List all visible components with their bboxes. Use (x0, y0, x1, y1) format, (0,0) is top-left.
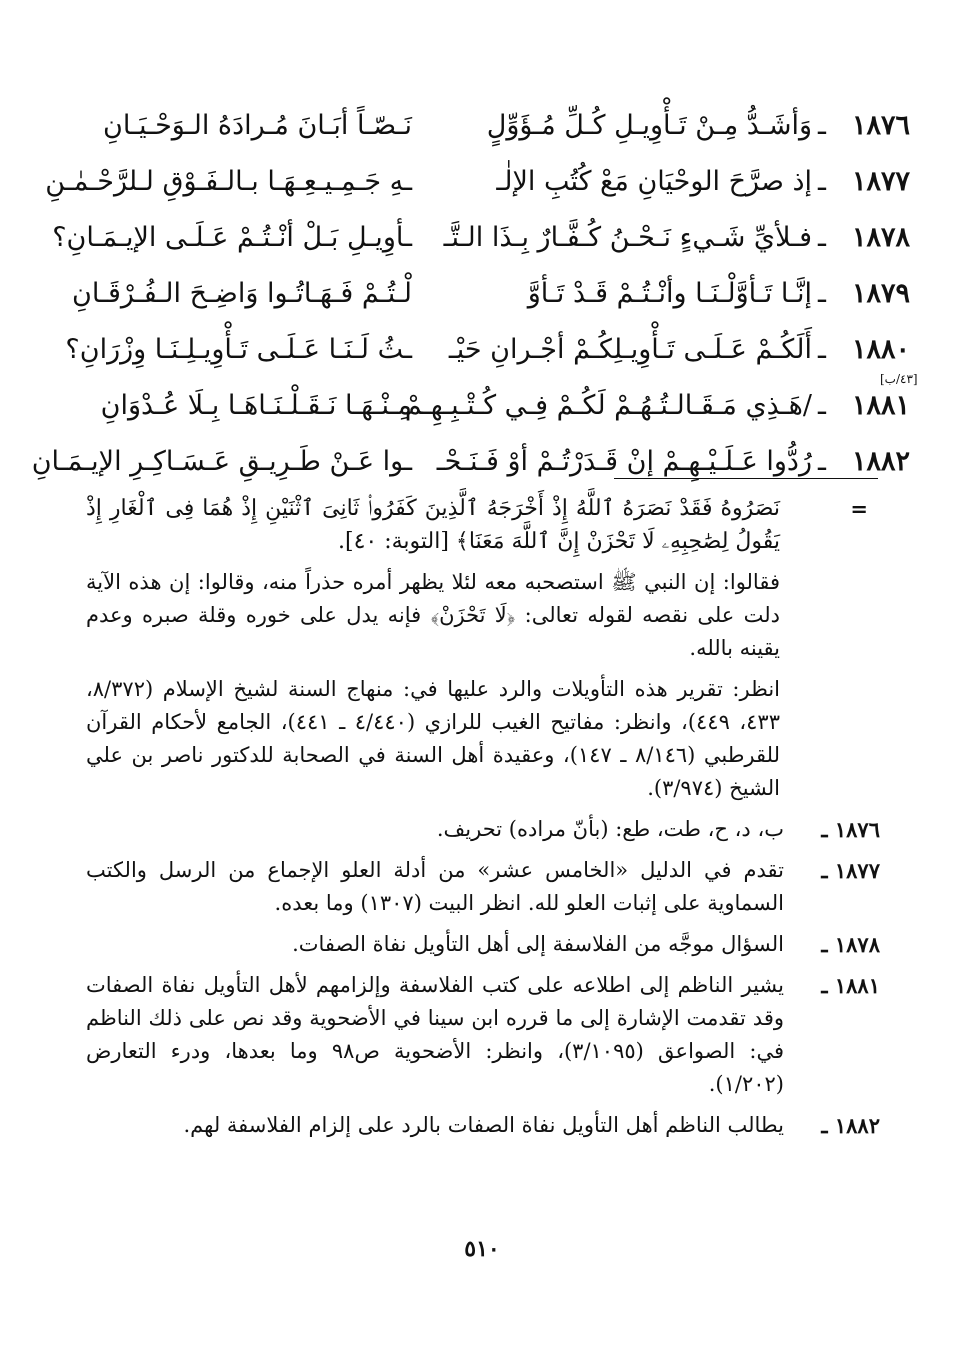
verse-first-hemistich: فـلأيِّ شَـيءٍ نَـحْـنُ كُـفَّـارٌ بِـذَا الـتَّـ (443, 222, 812, 253)
verse-number: ١٨٧٦ (851, 110, 910, 141)
verse-line: ١٨٨٢ ـ رُدُّوا عَـلَـيْـهِـمْ إنْ قَـدَرْتُـمْ أوْ فَـنَـحْـ ـوا عَـنْ طَـرِيـقِ عَـسَـاكِـرِ الإيـمَـانِ (70, 434, 910, 490)
verse-line: ١٨٨٠ ـ أَلَكُـمْ عَـلَـى تَـأْوِيـلِكُـمْ أجْـرانِ حَيْـ ـثُ لَـنَـا عَـلَـى تَـأْوِيـلِـنَـا وِزْرَانِ؟ (70, 322, 910, 378)
continuation-mark: = (850, 496, 868, 521)
footnote-text: ب، د، ح، طت، طع: (بأنّ مراده) تحريف. (436, 817, 784, 841)
verse-second-hemistich: ـوا عَـنْ طَـرِيـقِ عَـسَـاكِـرِ الإيـمَـانِ (31, 446, 412, 477)
verse-second-hemistich: ـثُ لَـنَـا عَـلَـى تَـأْوِيـلِـنَـا وِزْرَانِ؟ (65, 334, 412, 365)
verse-line: ١٨٧٦ ـ وَأشَـدُّ مِـنْ تَـأْوِيـلِ كُـلِّ مُـؤَوِّلٍ نَـصّـاً أبَـانَ مُـرادَهُ الـوَحْـيَـانِ (70, 98, 910, 154)
verse-first-hemistich: أَلَكُـمْ عَـلَـى تَـأْوِيـلِكُـمْ أجْـرانِ حَيْـ (448, 334, 812, 365)
verse-number: ١٨٧٩ (851, 278, 910, 309)
verse-number: ١٨٧٧ (851, 166, 910, 197)
footnote (86, 854, 880, 920)
footnote-separator (614, 478, 878, 479)
verse-second-hemistich: نَـصّـاً أبَـانَ مُـرادَهُ الـوَحْـيَـانِ (103, 110, 412, 141)
verse-line: ١٨٧٨ ـ فـلأيِّ شَـيءٍ نَـحْـنُ كُـفَّـارٌ بِـذَا الـتَّـ ـأوِيـلِ بَـلْ أنْـتُـمْ عَـلَـى الإيـمَـانِ؟ (70, 210, 910, 266)
footnote-number: ١٨٨١ ـ (821, 973, 880, 998)
verse-block (31, 98, 910, 490)
footnote (86, 928, 880, 961)
verse-line: ١٨٧٧ ـ إذ صرَّحَ الوحْيَانِ مَعْ كُتُبِ الإلٰـ ـهِ جَـمِـيـعِـهَـا بـالـفَـوْقِ لـلرَّحْـمٰـنِ (70, 154, 910, 210)
footnote-number: ١٨٧٧ ـ (821, 858, 880, 883)
manuscript-folio-marker: [٤٣/ب] (880, 372, 918, 386)
footnote (86, 813, 880, 846)
verse-number: ١٨٧٨ (851, 222, 910, 253)
verse-second-hemistich: لْـتُـمْ فَـهَـاتُـوا وَاضِـحَ الـفُـرْقَـانِ (72, 278, 412, 309)
verse-first-hemistich: إنَّـا تَـأوَّلْـنَـا وأنْـتُـمْ قَـدْ تَـأوَّ (527, 278, 812, 309)
verse-line: ١٨٧٩ ـ إنَّـا تَـأوَّلْـنَـا وأنْـتُـمْ قَـدْ تَـأوَّ لْـتُـمْ فَـهَـاتُـوا وَاضِـحَ الـفُـرْقَـانِ (70, 266, 910, 322)
verse-number: ١٨٨٢ (851, 446, 910, 477)
quran-quote: نَصَرُوهُ فَقَدْ نَصَرَهُ ٱللَّهُ إِذْ أَخْرَجَهُ ٱلَّذِينَ كَفَرُوا۟ ثَانِىَ ٱثْنَيْنِ إِذْ هُمَا فِى ٱلْغَارِ إِذْ يَقُولُ لِصَٰحِبِهِۦ لَا تَحْزَنْ إِنَّ ٱللَّهَ مَعَنَا﴾ [التوبة: ٤٠]. (86, 496, 780, 554)
verse-first-hemistich: إذ صرَّحَ الوحْيَانِ مَعْ كُتُبِ الإلٰـ (496, 166, 812, 197)
verse-line: ١٨٨١ ـ /هَـذِي مَـقَـالـتُـهُـمْ لَكُـمْ فِـي كُـتْـبِـهِـمْ مِـنْـهَـا نَـقَـلْـنَـاهَـا بِـلَا عُـدْوَانِ (70, 378, 910, 434)
footnote-text: فقالوا: إن النبي ﷺ استصحبه معه لئلا يظهر أمره حذراً منه، وقالوا: إن هذه الآية دلت على نقصه لقوله تعالى: ﴿لَا تَحْزَنْ﴾ فإنه يدل على خوره وقلة صبره وعدم يقينه بالله. (86, 570, 780, 660)
footnotes-section (86, 492, 880, 1150)
footnote-text: السؤال موجَّه من الفلاسفة إلى أهل التأويل نفاة الصفات. (292, 932, 784, 956)
footnote-text: تقدم في الدليل «الخامس عشر» من أدلة العلو الإجماع من الرسل والكتب السماوية على إثبات العلو لله. انظر البيت (١٣٠٧) وما بعده. (86, 858, 784, 915)
footnote (86, 1109, 880, 1142)
verse-first-hemistich: رُدُّوا عَـلَـيْـهِـمْ إنْ قَـدَرْتُـمْ أوْ فَـنَـحْـ (436, 446, 812, 477)
footnote-number: ١٨٨٢ ـ (821, 1113, 880, 1138)
footnote-continuation (86, 492, 880, 805)
verse-number: ١٨٨١ (851, 390, 910, 421)
verse-second-hemistich: مِـنْـهَـا نَـقَـلْـنَـاهَـا بِـلَا عُـدْوَانِ (100, 390, 412, 421)
verse-first-hemistich: وَأشَـدُّ مِـنْ تَـأْوِيـلِ كُـلِّ مُـؤَوِّلٍ (486, 110, 812, 141)
footnote (86, 969, 880, 1101)
verse-first-hemistich: /هَـذِي مَـقَـالـتُـهُـمْ لَكُـمْ فِـي كُـتْـبِـهِـمْ (404, 390, 812, 421)
verse-second-hemistich: ـأوِيـلِ بَـلْ أنْـتُـمْ عَـلَـى الإيـمَـانِ؟ (52, 222, 412, 253)
page-number: ٥١٠ (464, 1236, 500, 1262)
verse-number: ١٨٨٠ (851, 334, 910, 365)
footnote-number: ١٨٧٦ ـ (821, 817, 880, 842)
footnote-text: يطالب الناظم أهل التأويل نفاة الصفات بالرد على إلزام الفلاسفة لهم. (183, 1113, 784, 1137)
footnote-references: انظر: تقرير هذه التأويلات والرد عليها في: منهاج السنة لشيخ الإسلام (٨/٣٧٢، ٤٣٣، ٤٤٩)، وانظر: مفاتيح الغيب للرازي (٤/٤٤٠ ـ ٤٤١)، الجامع لأحكام القرآن للقرطبي (٨/١٤٦ ـ ١٤٧)، وعقيدة أهل السنة في الصحابة للدكتور ناصر بن علي الشيخ (٣/٩٧٤). (86, 677, 780, 800)
footnote-text: يشير الناظم إلى اطلاعه على كتب الفلاسفة وإلزامهم لأهل التأويل نفاة الصفات وقد تقدمت الإشارة إلى ما قرره ابن سينا في الأضحوية وقد نص على ذلك الناظم في: الصواعق (٣/١٠٩٥)، وانظر: الأضحوية ص٩٨ وما بعدها، ودرء التعارض (١/٢٠٢). (86, 973, 784, 1096)
verse-second-hemistich: ـهِ جَـمِـيـعِـهَـا بـالـفَـوْقِ لـلرَّحْـمٰـنِ (45, 166, 412, 197)
footnote-number: ١٨٧٨ ـ (821, 932, 880, 957)
